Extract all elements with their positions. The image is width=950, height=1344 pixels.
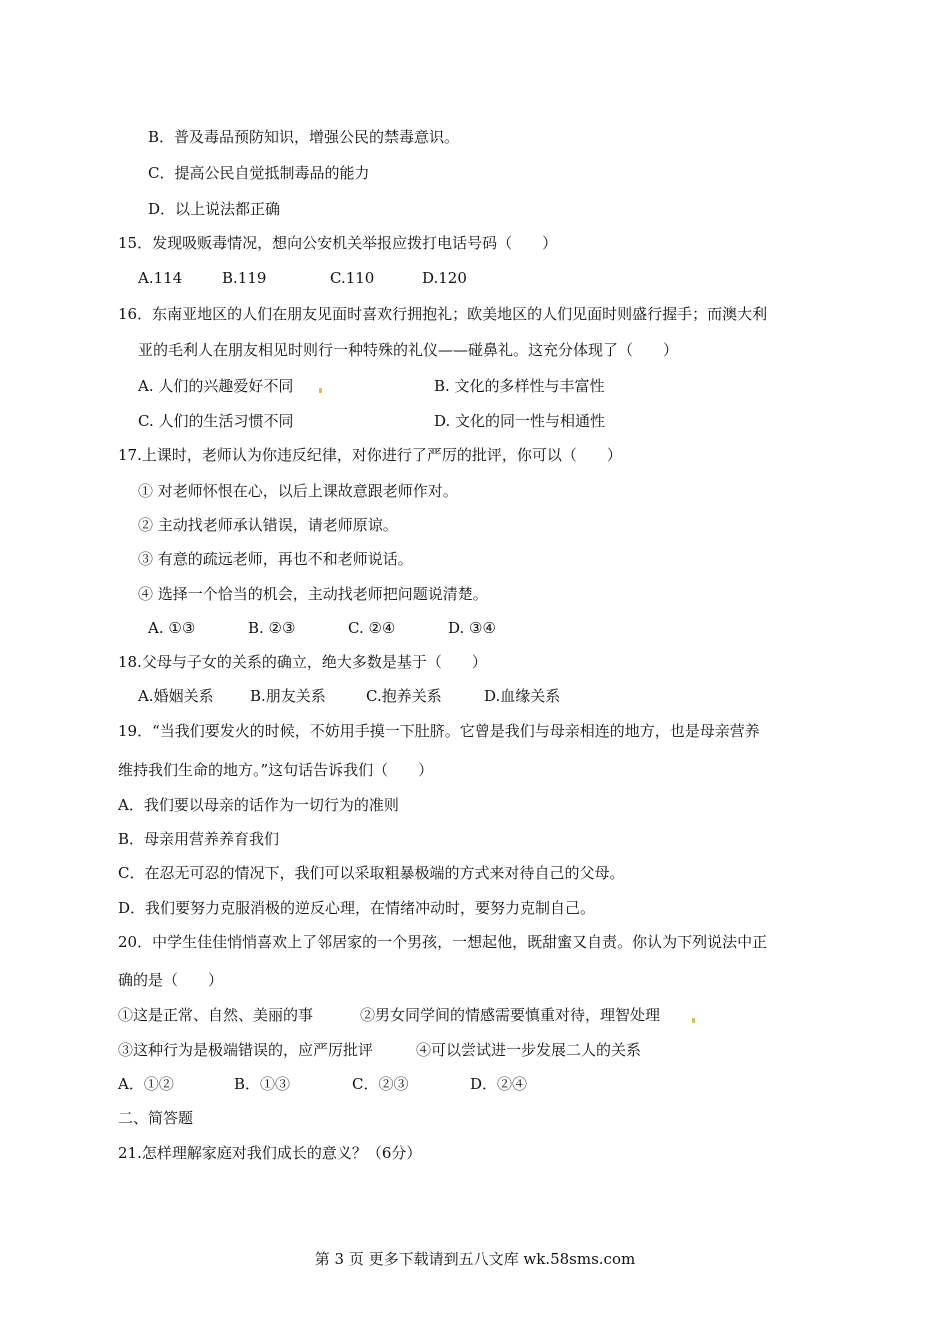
q15-option-d: D.120 [422,269,467,287]
q17-option-c: C. ②④ [348,619,396,637]
page-footer: 第 3 页 更多下载请到五八文库 wk.58sms.com [314,1250,636,1268]
q19-option-b: B．母亲用营养养育我们 [118,830,280,848]
q15-stem: 15．发现吸贩毒情况，想向公安机关举报应拨打电话号码（ ） [118,234,558,252]
q20-stem-line2: 确的是（ ） [118,971,224,989]
q16-option-b: B. 文化的多样性与丰富性 [434,377,605,395]
q20-item-4: ④可以尝试进一步发展二人的关系 [416,1041,642,1059]
q20-options [118,1074,527,1094]
q19-stem-line1: 19．“当我们要发火的时候，不妨用手摸一下肚脐。它曾是我们与母亲相连的地方，也是母亲营养 [118,722,760,740]
q17-item-1: ① 对老师怀恨在心，以后上课故意跟老师作对。 [138,482,458,500]
q18-option-d: D.血缘关系 [484,687,561,705]
q18-stem: 18.父母与子女的关系的确立，绝大多数是基于（ ） [118,653,487,671]
speck-mark [692,1018,695,1023]
q20-items-row2 [118,1040,641,1060]
q19-option-a: A．我们要以母亲的话作为一切行为的准则 [118,796,399,814]
q21-stem: 21.怎样理解家庭对我们成长的意义？（6分） [118,1144,422,1162]
q20-item-3: ③这种行为是极端错误的，应严厉批评 [118,1041,374,1059]
q18-option-c: C.抱养关系 [366,687,442,705]
q20-option-d: D．②④ [470,1075,528,1093]
q17-item-3: ③ 有意的疏远老师，再也不和老师说话。 [138,550,413,568]
section-heading: 二、简答题 [118,1109,194,1127]
q18-options [138,686,560,706]
q20-option-b: B．①③ [234,1075,291,1093]
q20-item-1: ①这是正常、自然、美丽的事 [118,1006,314,1024]
q16-option-d: D. 文化的同一性与相通性 [434,412,606,430]
q19-option-d: D．我们要努力克服消极的逆反心理，在情绪冲动时，要努力克制自己。 [118,899,596,917]
q16-option-a: A. 人们的兴趣爱好不同 [138,377,294,395]
q20-items-row1 [118,1005,660,1025]
q14-option-c: C．提高公民自觉抵制毒品的能力 [148,164,370,182]
speck-mark [319,388,322,393]
q17-option-b: B. ②③ [248,619,296,637]
q15-option-c: C.110 [330,269,375,287]
q20-option-a: A．①② [118,1075,174,1093]
q16-stem-line1: 16．东南亚地区的人们在朋友见面时喜欢行拥抱礼；欧美地区的人们见面时则盛行握手；而澳大利 [118,305,768,323]
q15-options [138,268,467,288]
q17-options [148,618,496,638]
q16-option-c: C. 人们的生活习惯不同 [138,412,294,430]
q19-option-c: C．在忍无可忍的情况下，我们可以采取粗暴极端的方式来对待自己的父母。 [118,864,625,882]
q15-option-a: A.114 [138,269,183,287]
q16-stem-line2: 亚的毛利人在朋友相见时则行一种特殊的礼仪——碰鼻礼。这充分体现了（ ） [138,341,679,359]
q18-option-b: B.朋友关系 [250,687,326,705]
q20-option-c: C．②③ [352,1075,409,1093]
q17-option-a: A. ①③ [148,619,196,637]
q14-option-d: D．以上说法都正确 [148,200,281,218]
q20-stem-line1: 20．中学生佳佳悄悄喜欢上了邻居家的一个男孩，一想起他，既甜蜜又自责。你认为下列说法中正 [118,933,768,951]
q14-option-b: B．普及毒品预防知识，增强公民的禁毒意识。 [148,128,460,146]
q20-item-2: ②男女同学间的情感需要慎重对待，理智处理 [360,1006,661,1024]
q15-option-b: B.119 [222,269,267,287]
q19-stem-line2: 维持我们生命的地方。”这句话告诉我们（ ） [118,761,434,779]
q17-option-d: D. ③④ [448,619,496,637]
q17-item-2: ② 主动找老师承认错误，请老师原谅。 [138,516,398,534]
q18-option-a: A.婚姻关系 [138,687,214,705]
q17-stem: 17.上课时，老师认为你违反纪律，对你进行了严厉的批评，你可以（ ） [118,446,622,464]
q17-item-4: ④ 选择一个恰当的机会，主动找老师把问题说清楚。 [138,585,488,603]
